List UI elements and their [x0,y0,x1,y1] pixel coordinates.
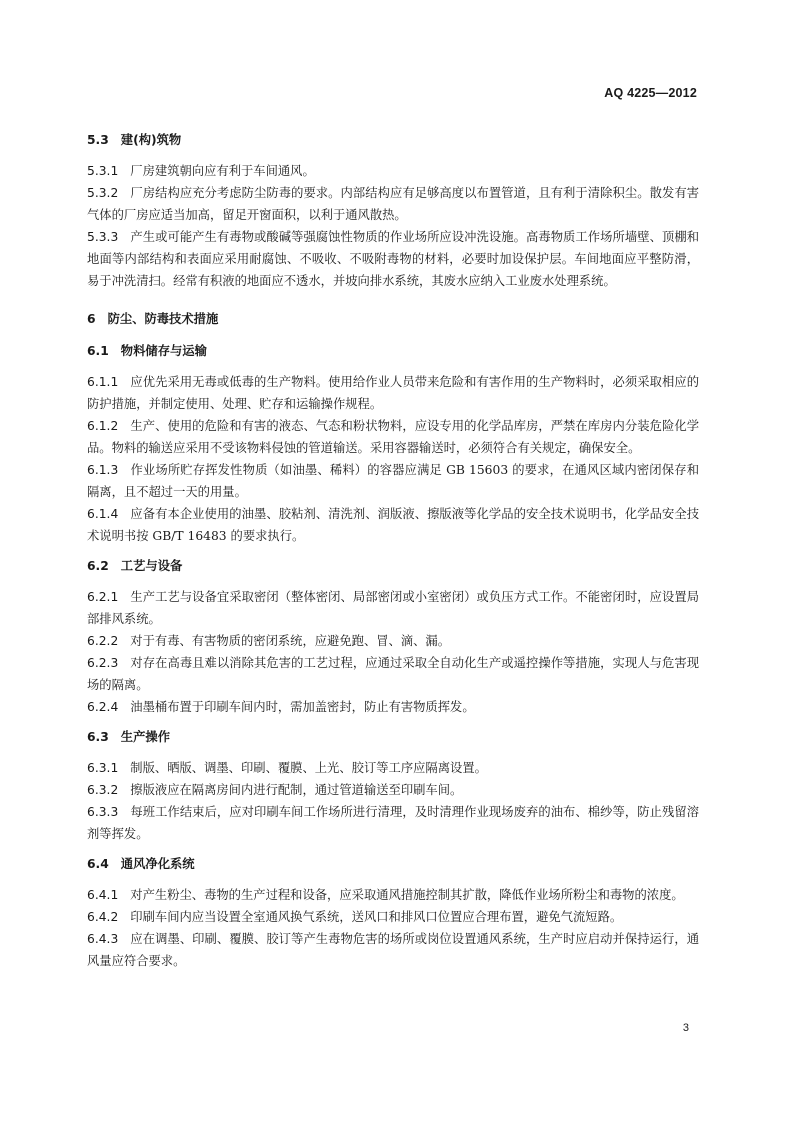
clause: 5.3.3 产生或可能产生有毒物或酸碱等强腐蚀性物质的作业场所应设冲洗设施。高毒物质工作场所墙壁、顶棚和地面等内部结构和表面应采用耐腐蚀、不吸收、不吸附毒物的材料，必要时加设保护层。车间地面应平整防滑，易于冲洗清扫。经常有积液的地面应不透水，并坡向排水系统，其废水应纳入工业废水处理系统。 [87,230,699,288]
clause: 6.3.3 每班工作结束后，应对印刷车间工作场所进行清理，及时清理作业现场废弃的油布、棉纱等，防止残留溶剂等挥发。 [87,805,699,841]
clause: 6.2.1 生产工艺与设备宜采取密闭（整体密闭、局部密闭或小室密闭）或负压方式工作。不能密闭时，应设置局部排风系统。 [87,590,699,626]
clause: 5.3.2 厂房结构应充分考虑防尘防毒的要求。内部结构应有足够高度以布置管道，且有利于清除积尘。散发有害气体的厂房应适当加高，留足开窗面积，以利于通风散热。 [87,186,699,222]
chapter-heading: 6 防尘、防毒技术措施 [87,312,219,326]
clause: 5.3.1 厂房建筑朝向应有利于车间通风。 [87,164,315,178]
section-heading: 6.4 通风净化系统 [87,857,195,871]
clause: 6.2.4 油墨桶布置于印刷车间内时，需加盖密封，防止有害物质挥发。 [87,700,475,714]
clause: 6.1.4 应备有本企业使用的油墨、胶粘剂、清洗剂、润版液、擦版液等化学品的安全技术说明书，化学品安全技术说明书按 GB/T 16483 的要求执行。 [87,507,699,543]
clause: 6.4.3 应在调墨、印刷、覆膜、胶订等产生毒物危害的场所或岗位设置通风系统，生产时应启动并保持运行，通风量应符合要求。 [87,932,699,968]
clause: 6.1.1 应优先采用无毒或低毒的生产物料。使用给作业人员带来危险和有害作用的生产物料时，必须采取相应的防护措施，并制定使用、处理、贮存和运输操作规程。 [87,375,699,411]
clause: 6.2.2 对于有毒、有害物质的密闭系统，应避免跑、冒、滴、漏。 [87,634,451,648]
clause: 6.3.2 擦版液应在隔离房间内进行配制，通过管道输送至印刷车间。 [87,783,463,797]
standard-code: AQ 4225—2012 [604,86,697,100]
clause: 6.2.3 对存在高毒且难以消除其危害的工艺过程，应通过采取全自动化生产或遥控操作等措施，实现人与危害现场的隔离。 [87,656,699,692]
section-heading: 6.1 物料储存与运输 [87,344,207,358]
clause: 6.1.3 作业场所贮存挥发性物质（如油墨、稀料）的容器应满足 GB 15603 的要求，在通风区域内密闭保存和隔离，且不超过一天的用量。 [87,463,699,499]
section-heading: 5.3 建(构)筑物 [87,133,182,147]
document-body [87,129,699,972]
section-heading: 6.2 工艺与设备 [87,559,183,573]
clause: 6.1.2 生产、使用的危险和有害的液态、气态和粉状物料，应设专用的化学品库房，严禁在库房内分装危险化学品。物料的输送应采用不受该物料侵蚀的管道输送。采用容器输送时，必须符合有关规定，确保安全。 [87,419,699,455]
clause: 6.3.1 制版、晒版、调墨、印刷、覆膜、上光、胶订等工序应隔离设置。 [87,761,487,775]
section-heading: 6.3 生产操作 [87,730,170,744]
clause: 6.4.2 印刷车间内应当设置全室通风换气系统，送风口和排风口位置应合理布置，避免气流短路。 [87,910,623,924]
page-number: 3 [682,1022,689,1034]
clause: 6.4.1 对产生粉尘、毒物的生产过程和设备，应采取通风措施控制其扩散，降低作业场所粉尘和毒物的浓度。 [87,888,684,902]
